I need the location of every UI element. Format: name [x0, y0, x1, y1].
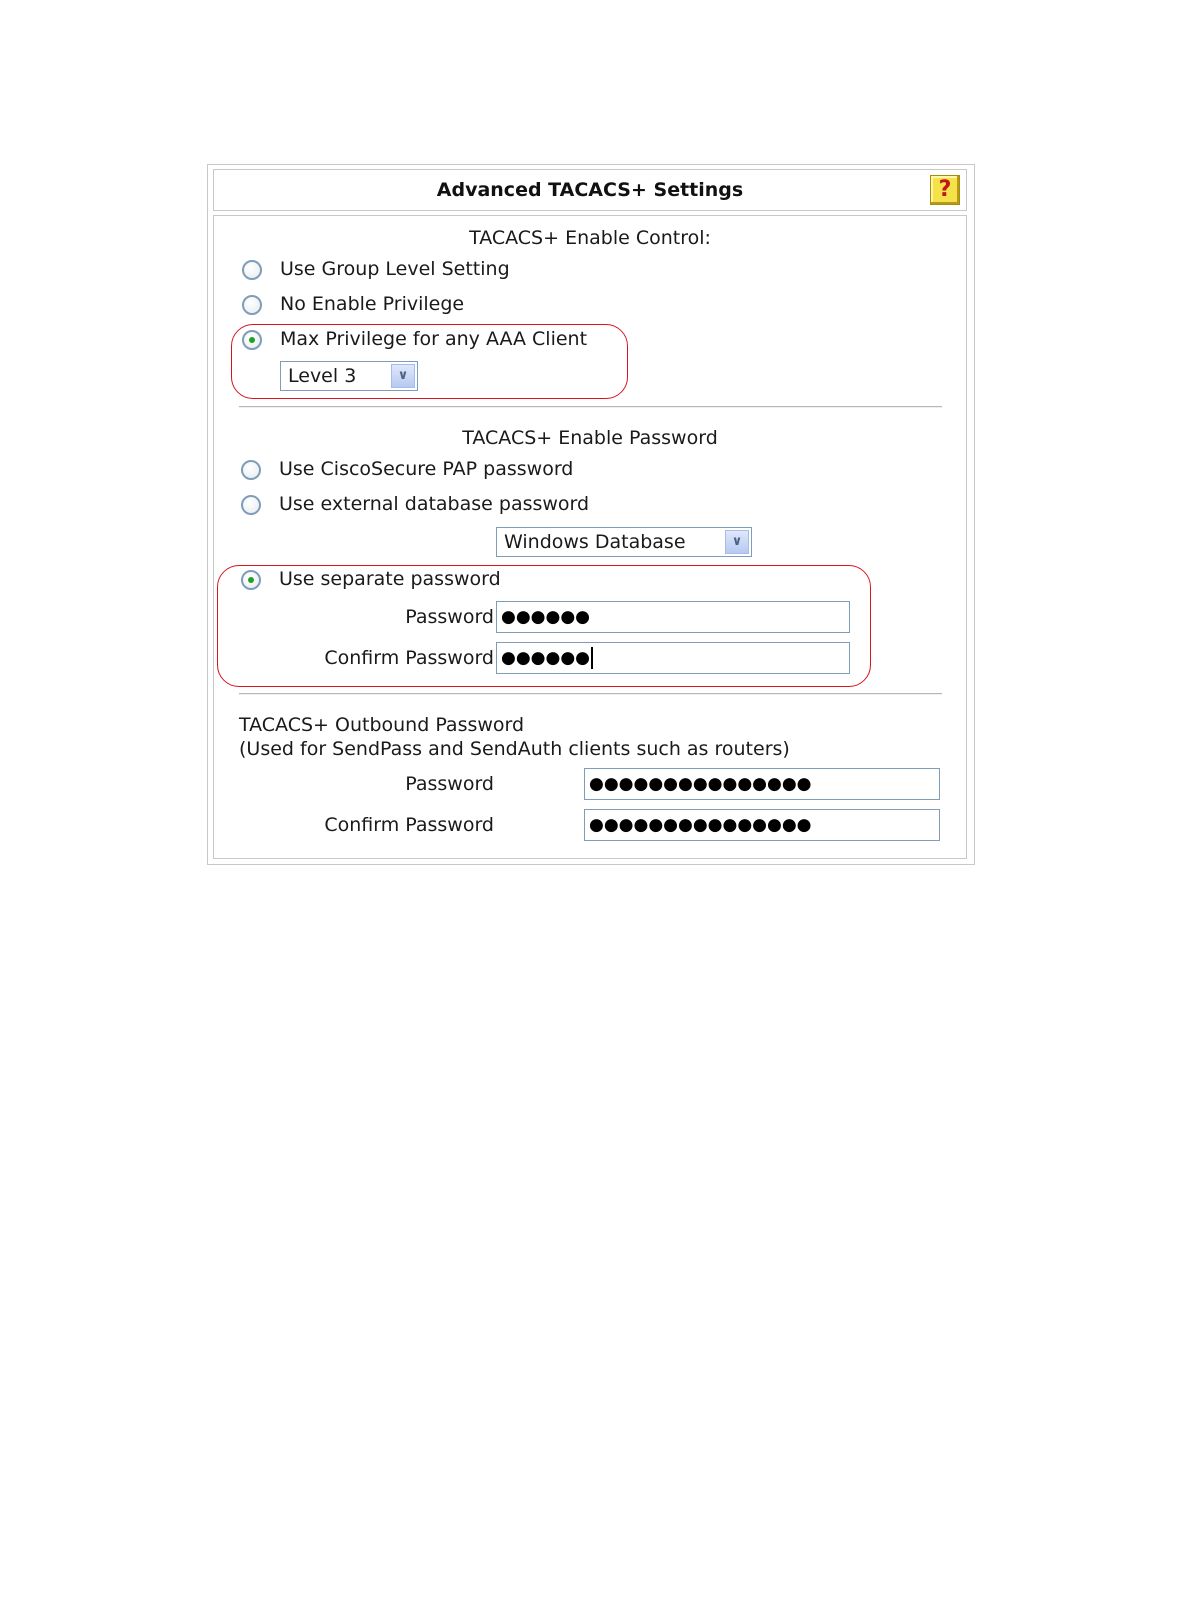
panel-title: Advanced TACACS+ Settings: [436, 179, 744, 201]
outbound-password-label: Password: [405, 773, 494, 795]
label-separate-password: Use separate password: [279, 568, 501, 590]
panel-body: [213, 215, 967, 859]
highlight-max-privilege: [231, 324, 628, 399]
label-no-enable-privilege: No Enable Privilege: [280, 293, 465, 315]
radio-use-group-level[interactable]: [242, 260, 262, 280]
level-select-value: Level 3: [288, 365, 357, 387]
label-external-database: Use external database password: [279, 493, 590, 515]
radio-external-database[interactable]: [241, 495, 261, 515]
radio-no-enable-privilege[interactable]: [242, 295, 262, 315]
section-divider: [239, 693, 942, 695]
question-icon[interactable]: ?: [930, 175, 960, 205]
outbound-password-input[interactable]: ●●●●●●●●●●●●●●●: [584, 768, 940, 800]
outbound-password-subheading: (Used for SendPass and SendAuth clients such as routers): [239, 738, 790, 760]
outbound-password-heading: TACACS+ Outbound Password: [239, 714, 525, 736]
advanced-tacacs-settings-panel: [207, 164, 975, 865]
outbound-confirm-password-label: Confirm Password: [324, 814, 494, 836]
outbound-confirm-password-input[interactable]: ●●●●●●●●●●●●●●●: [584, 809, 940, 841]
highlight-separate-password: [217, 565, 871, 687]
panel-header: [213, 169, 967, 211]
label-use-group-level: Use Group Level Setting: [280, 258, 510, 280]
section-divider: [239, 406, 942, 408]
chevron-down-icon[interactable]: ∨: [391, 364, 415, 388]
separate-password-label: Password: [405, 606, 494, 628]
radio-ciscosecure-pap[interactable]: [241, 460, 261, 480]
database-select[interactable]: [496, 527, 752, 557]
database-select-value: Windows Database: [504, 531, 686, 553]
separate-password-input[interactable]: ●●●●●●: [496, 601, 850, 633]
enable-password-heading: TACACS+ Enable Password: [462, 427, 718, 449]
label-ciscosecure-pap: Use CiscoSecure PAP password: [279, 458, 574, 480]
chevron-down-icon[interactable]: ∨: [725, 530, 749, 554]
separate-confirm-password-value: ●●●●●●: [501, 648, 591, 668]
enable-control-heading: TACACS+ Enable Control:: [469, 227, 711, 249]
separate-confirm-password-label: Confirm Password: [324, 647, 494, 669]
label-max-privilege: Max Privilege for any AAA Client: [280, 328, 588, 350]
